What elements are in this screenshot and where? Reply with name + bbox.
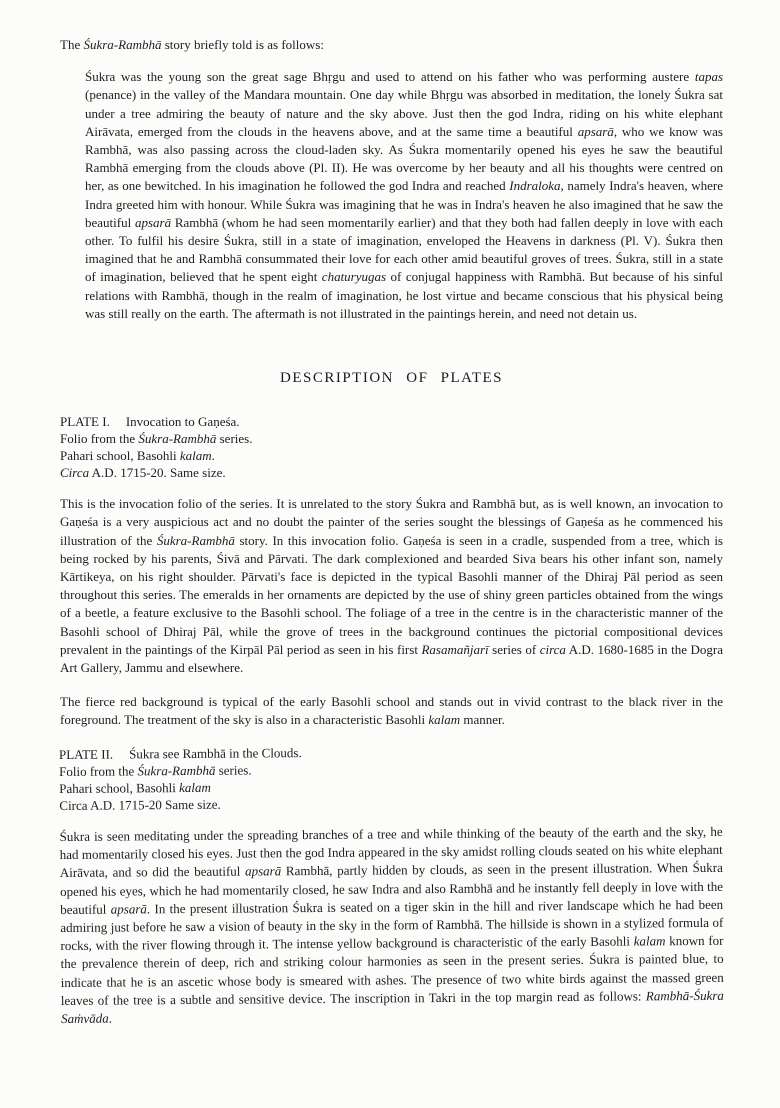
plate-2-caption — [59, 740, 723, 813]
plate-1-paragraph-2: The fierce red background is typical of the early Basohli school and stands out in vivid contrast to the black river in the foreground. The treatment of the sky is also in a characteristic Basohli kalam manner. — [60, 694, 723, 728]
plate-1-caption — [60, 413, 723, 481]
plate-1-title-line — [60, 413, 723, 430]
plate-1-circa-line: Circa A.D. 1715-20. Same size. — [60, 465, 226, 481]
plate-2-paragraph-1: Śukra is seen meditating under the spreading branches of a tree and while thinking of the beauty of the earth and the sky, he had momentarily closed his eyes. Just then the god Indra appeared in the sky amidst rolling clouds seated on his white elephant Airāvata, and so did the beautiful apsarā Rambhā, partly hidden by clouds, as seen in the present illustration. When Śukra opened his eyes, which he had momentarily closed, he saw Indra and also Rambhā and he instantly fell deeply in love with the beautiful apsarā. In the present illustration Śukra is seated on a tiger skin in the hill and river landscape which he had been admiring just before he saw a vision of beauty in the sky in the form of Rambhā. The hillside is shown in a stylized formula of rocks, with the river flowing through it. The intense yellow background is characteristic of the early Basohli kalam known for the prevalence therein of deep, rich and striking colour harmonies as seen in the present series. Śukra is painted blue, to indicate that he is an ascetic whose body is smeared with ashes. The presence of two white birds against the massed green leaves of the tree is a subtle and sensitive device. The inscription in Takri in the top margin read as follows: Rambhā-Śukra Saṁvāda. — [59, 823, 724, 1026]
plate-1-label: PLATE I. — [60, 414, 110, 430]
plate-1-paragraph-1: This is the invocation folio of the series. It is unrelated to the story Śukra and Rambhā but, as is well known, an invocation to Gaṇeśa is a very auspicious act and no doubt the painter of the series sought the blessings of Gaṇeśa as he commenced his illustration of the Śukra-Rambhā story. In this invocation folio. Gaṇeśa is seen in a cradle, suspended from a tree, which is being rocked by his parents, Śivā and Pārvati. The dark complexioned and bearded Siva bears his other infant son, namely Kārtikeya, on his right shoulder. Pārvati's face is depicted in the typical Basohli manner of the Dhiraj Pāl period as seen throughout this series. The emeralds in her ornaments are depicted by the use of shiny green particles obtained from the wings of a beetle, a feature exclusive to the Basohli school. The foliage of a tree in the centre is in the characteristic manner of the Basohli school of Dhiraj Pāl, while the grove of trees in the background continues the pictorial compositional devices prevalent in the paintings of the Kirpāl Pāl period as seen in his first Rasamañjarī series of circa A.D. 1680-1685 in the Dogra Art Gallery, Jammu and elsewhere. — [60, 496, 723, 676]
plate-2-school-line: Pahari school, Basohli kalam — [59, 779, 211, 796]
plate-2-folio-line: Folio from the Śukra-Rambhā series. — [59, 762, 252, 779]
plate-1-title: Invocation to Gaṇeśa. — [125, 414, 240, 430]
plate-2-circa-line: Circa A.D. 1715-20 Same size. — [59, 796, 221, 813]
story-paragraph: Śukra was the young son the great sage Bhṛgu and used to attend on his father who was performing austere tapas (penance) in the valley of the Mandara mountain. One day while Bhṛgu was absorbed in meditation, the lonely Śukra sat under a tree admiring the beauty of nature and the sky above. Just then the god Indra, riding on his white elephant Airāvata, emerged from the clouds in the heavens above, and at the same time a beautiful apsarā, who we know was Rambhā, was also passing across the cloud-laden sky. As Śukra momentarily opened his eyes he saw the beautiful Rambhā emerging from the clouds above (Pl. II). He was overcome by her beauty and all his thoughts were centred on her, as one bewitched. In his imagination he followed the god Indra and reached Indraloka, namely Indra's heaven, where Indra greeted him with honour. While Śukra was imagining that he was in Indra's heaven he also imagined that he saw the beautiful apsarā Rambhā (whom he had seen momentarily earlier) and that they both had fallen deeply in love with each other. To fulfil his desire Śukra, still in a state of imagination, enveloped the Heavens in darkness (Pl. V). Śukra then imagined that he and Rambhā consummated their love for each other amid beautiful groves of trees. Śukra, still in a state of imagination, believed that he spent eight chaturyugas of conjugal happiness with Rambhā. But because of his sinful relations with Rambhā, though in the realm of imagination, he lost virtue and became conscious that his physical being was still really on the earth. The aftermath is not illustrated in the paintings herein, and need not detain us. — [85, 69, 723, 321]
plate-2-title: Śukra see Rambhā in the Clouds. — [129, 744, 302, 762]
plate-2-label: PLATE II. — [58, 746, 114, 762]
plate-2-section — [59, 740, 724, 1027]
plate-1-folio-line: Folio from the Śukra-Rambhā series. — [60, 431, 253, 447]
section-heading: DESCRIPTION OF PLATES — [279, 370, 504, 387]
plate-1-school-line: Pahari school, Basohli kalam. — [60, 448, 215, 464]
intro-paragraph: The Śukra-Rambhā story briefly told is as follows: — [60, 37, 324, 52]
